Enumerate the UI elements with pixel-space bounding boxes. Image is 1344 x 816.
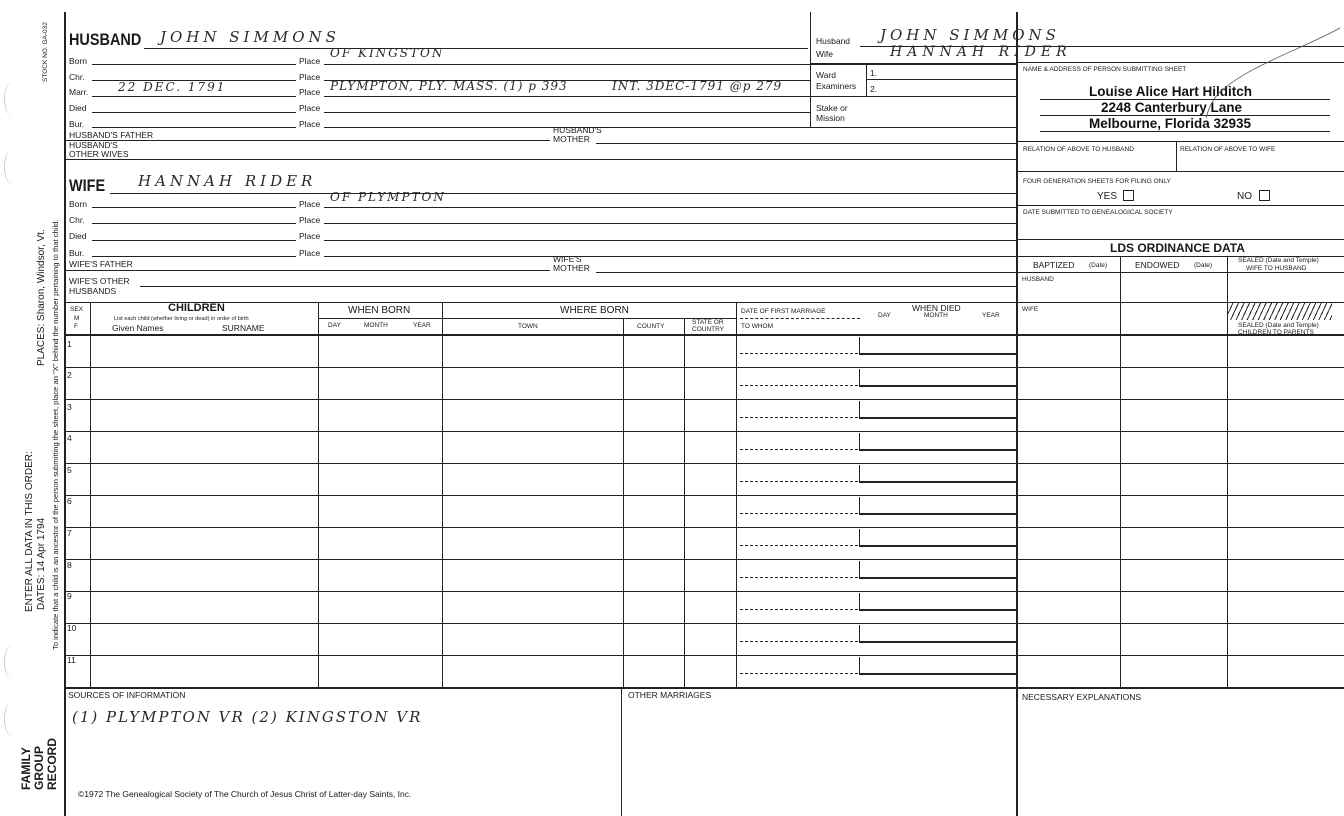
wife-chr-label: Chr.: [69, 215, 85, 225]
children-title: CHILDREN: [168, 302, 225, 314]
lds-header-rule: [1018, 272, 1344, 273]
pen-stroke-mark: [1180, 20, 1344, 120]
examiner-1-line: [866, 79, 1016, 80]
row-separator: [66, 655, 1344, 656]
col-rule-county: [684, 318, 685, 688]
row-separator: [66, 463, 1344, 464]
header-wife-name: HANNAH RIDER: [890, 44, 1072, 60]
husband-died-label: Died: [69, 103, 87, 113]
lds-col-rule-1: [1120, 256, 1121, 689]
died-day-label: DAY: [878, 312, 891, 319]
no-label: NO: [1237, 191, 1252, 202]
row-number: 6: [67, 496, 72, 506]
row-separator: [66, 431, 1344, 432]
relation-husband-label: RELATION OF ABOVE TO HUSBAND: [1023, 146, 1134, 153]
row-number: 7: [67, 528, 72, 538]
wife-born-place-label: Place: [299, 199, 321, 209]
marriage-dash-line: [740, 609, 858, 610]
wife-chr-place-label: Place: [299, 215, 321, 225]
wife-died-place-label: Place: [299, 231, 321, 241]
submitter-label: NAME & ADDRESS OF PERSON SUBMITTING SHEET: [1023, 66, 1187, 73]
left-margin-rule: [64, 12, 66, 816]
form-title-group: GROUP: [32, 745, 46, 790]
stock-number: STOCK NO. GA-032: [42, 22, 49, 82]
husband-born-line: [92, 64, 296, 65]
wife-name-handwritten: HANNAH RIDER: [138, 172, 317, 190]
lds-title: LDS ORDINANCE DATA: [1110, 241, 1245, 255]
submitter-street: 2248 Canterbury Lane: [1101, 100, 1243, 115]
wife-died-label: Died: [69, 231, 87, 241]
husbands-other-wives-label-1: HUSBAND'S: [69, 140, 118, 150]
wife-born-place: OF PLYMPTON: [330, 190, 446, 204]
row-number: 5: [67, 465, 72, 475]
baptized-date-label: (Date): [1089, 262, 1108, 269]
marriage-dash-line: [740, 513, 858, 514]
row-number: 3: [67, 402, 72, 412]
four-gen-label: FOUR GENERATION SHEETS FOR FILING ONLY: [1023, 178, 1171, 185]
yes-checkbox[interactable]: [1123, 190, 1134, 201]
marriage-dash-line: [740, 673, 858, 674]
husbands-mother-label-2: MOTHER: [553, 134, 590, 144]
row-separator: [66, 495, 1344, 496]
wife-born-line: [92, 207, 296, 208]
husband-bur-line: [92, 127, 296, 128]
state-label-2: COUNTRY: [692, 326, 725, 333]
husband-name-line: [144, 48, 808, 49]
examiner-2-line: [810, 96, 1016, 97]
other-marriages-label: OTHER MARRIAGES: [628, 690, 712, 700]
relation-wife-label: RELATION OF ABOVE TO WIFE: [1180, 146, 1276, 153]
died-line: [859, 641, 1016, 643]
first-marriage-dash: [740, 318, 860, 319]
sealed-wife-label-1: SEALED (Date and Temple): [1238, 257, 1319, 264]
four-gen-top-rule: [1018, 171, 1344, 172]
husband-born-label: Born: [69, 56, 87, 66]
dates-note: DATES: 14 Apr 1794: [36, 517, 47, 610]
marriage-dash-line: [740, 545, 858, 546]
examiner-2: 2.: [870, 84, 878, 94]
submitter-name: Louise Alice Hart Hilditch: [1089, 84, 1253, 99]
punch-hole: [4, 150, 20, 184]
header-box-rule: [810, 12, 811, 128]
died-line: [859, 481, 1016, 483]
born-month-label: MONTH: [364, 322, 388, 329]
wifes-other-husbands-label-1: WIFE'S OTHER: [69, 276, 130, 286]
marriage-dash-line: [740, 481, 858, 482]
husband-marr-place-label: Place: [299, 87, 321, 97]
husband-chr-label: Chr.: [69, 72, 85, 82]
husband-marr-line: [92, 96, 296, 97]
header-husband-name: JOHN SIMMONS: [880, 26, 1060, 44]
marriage-dash-line: [740, 641, 858, 642]
form-title-family: FAMILY: [19, 747, 33, 790]
husbands-other-wives-line: [66, 159, 1016, 160]
surname-label: SURNAME: [222, 323, 265, 333]
row-number: 8: [67, 560, 72, 570]
wifes-mother-line: [596, 272, 1016, 273]
yes-label: YES: [1097, 191, 1118, 202]
footer-divider: [621, 688, 622, 816]
header-wife-label: Wife: [816, 49, 833, 59]
wifes-other-husbands-line: [140, 286, 1016, 287]
died-line: [859, 449, 1016, 451]
husband-bur-place-label: Place: [299, 119, 321, 129]
marriage-dash-line: [740, 417, 858, 418]
no-checkbox[interactable]: [1259, 190, 1270, 201]
born-day-label: DAY: [328, 322, 341, 329]
wife-bur-label: Bur.: [69, 248, 85, 258]
stake-label-2: Mission: [816, 113, 845, 123]
sealed-children-label-1: SEALED (Date and Temple): [1238, 322, 1319, 329]
row-number: 10: [67, 623, 77, 633]
sex-f-label: F: [74, 323, 78, 330]
died-year-label: YEAR: [982, 312, 1000, 319]
husbands-father-line: [66, 140, 550, 141]
enter-all-note: ENTER ALL DATA IN THIS ORDER:: [24, 451, 35, 612]
to-whom-label: TO WHOM: [741, 323, 774, 330]
husband-died-place-line: [324, 112, 810, 113]
date-submitted-top-rule: [1018, 205, 1344, 206]
row-separator: [66, 623, 1344, 624]
lds-husband-label: HUSBAND: [1022, 276, 1054, 283]
relation-top-rule: [1018, 141, 1344, 142]
marriage-dash-line: [740, 449, 858, 450]
husbands-other-wives-label-2: OTHER WIVES: [69, 149, 129, 159]
where-born-label: WHERE BORN: [560, 305, 629, 316]
endowed-date-label: (Date): [1194, 262, 1213, 269]
state-label-1: STATE OR: [692, 319, 724, 326]
row-separator: [66, 591, 1344, 592]
husband-bur-label: Bur.: [69, 119, 85, 129]
husband-marr-date: 22 DEC. 1791: [118, 80, 227, 94]
places-note: PLACES: Sharon, Windsor, Vt.: [36, 229, 47, 366]
copyright-notice: ©1972 The Genealogical Society of The Church of Jesus Christ of Latter-day Saints, Inc.: [78, 789, 412, 799]
when-born-rule: [318, 318, 442, 319]
row-separator: [66, 367, 1344, 368]
row-separator: [66, 559, 1344, 560]
sex-m-label: M: [74, 315, 80, 322]
husbands-father-label: HUSBAND'S FATHER: [69, 130, 154, 140]
lds-wife-label: WIFE: [1022, 306, 1039, 313]
wifes-other-husbands-label-2: HUSBANDS: [69, 286, 117, 296]
endowed-label: ENDOWED: [1135, 260, 1180, 270]
when-died-label: WHEN DIED: [912, 303, 961, 313]
wife-chr-place-line: [324, 223, 1016, 224]
died-line: [859, 513, 1016, 515]
first-marriage-label: DATE OF FIRST MARRIAGE: [741, 308, 826, 315]
husband-died-line: [92, 112, 296, 113]
necessary-explanations-label: NECESSARY EXPLANATIONS: [1022, 692, 1142, 702]
ancestor-instruction: To indicate that a child is an ancestor of the person submitting the sheet, place an "X" behind the number pertaining to that child.: [51, 219, 60, 650]
wife-bur-place-line: [324, 256, 1016, 257]
died-line: [859, 353, 1016, 355]
husband-bur-place-line: [324, 127, 1016, 128]
husband-marr-place-line: [324, 96, 810, 97]
died-line: [859, 609, 1016, 611]
wifes-father-label: WIFE'S FATHER: [69, 259, 133, 269]
ward-label: Ward: [816, 70, 836, 80]
wifes-father-line: [66, 270, 550, 271]
row-number: 9: [67, 591, 72, 601]
wife-heading: WIFE: [69, 176, 106, 195]
husband-marr-intention: INT. 3DEC-1791 @p 279: [612, 79, 783, 93]
punch-hole: [4, 82, 20, 116]
town-label: TOWN: [518, 323, 538, 330]
husband-marr-label: Marr.: [69, 87, 89, 97]
punch-hole: [4, 645, 20, 679]
footer-top-rule: [66, 687, 1344, 689]
wifes-mother-label-2: MOTHER: [553, 263, 590, 273]
marriage-dash-line: [740, 385, 858, 386]
marriage-dash-line: [740, 577, 858, 578]
row-separator: [66, 399, 1344, 400]
marriage-dash-line: [740, 353, 858, 354]
died-line: [859, 673, 1016, 675]
sealed-wife-label-2: WIFE TO HUSBAND: [1246, 265, 1307, 272]
row-number: 1: [67, 339, 72, 349]
when-born-label: WHEN BORN: [348, 305, 411, 316]
died-line: [859, 577, 1016, 579]
wife-born-label: Born: [69, 199, 87, 209]
husband-name-handwritten: JOHN SIMMONS: [160, 28, 340, 46]
examiners-label: Examiners: [816, 81, 857, 91]
row-number: 2: [67, 370, 72, 380]
submitter-city: Melbourne, Florida 32935: [1089, 116, 1252, 131]
husbands-mother-line: [596, 143, 1016, 144]
children-header-bottom-rule: [66, 334, 1344, 336]
sex-label: SEX: [70, 306, 84, 313]
sealed-hatched-area: [1228, 303, 1332, 320]
right-section-rule: [1016, 12, 1018, 816]
baptized-label: BAPTIZED: [1033, 260, 1075, 270]
wife-born-place-line: [324, 207, 1016, 208]
row-number: 4: [67, 433, 72, 443]
sources-handwritten: (1) PLYMPTON VR (2) KINGSTON VR: [72, 708, 423, 726]
died-line: [859, 417, 1016, 419]
form-title-record: RECORD: [45, 737, 59, 790]
sources-label: SOURCES OF INFORMATION: [68, 690, 186, 700]
born-year-label: YEAR: [413, 322, 431, 329]
died-line: [859, 385, 1016, 387]
row-number: 11: [67, 655, 76, 665]
header-wife-line: [810, 63, 1016, 64]
wife-name-line: [110, 193, 1016, 194]
date-submitted-label: DATE SUBMITTED TO GENEALOGICAL SOCIETY: [1023, 209, 1173, 216]
husband-died-place-label: Place: [299, 103, 321, 113]
submitter-line-3: [1040, 131, 1330, 132]
lds-col-rule-2: [1227, 256, 1228, 689]
husband-marr-place: PLYMPTON, PLY. MASS. (1) p 393: [330, 79, 568, 93]
given-names-label: Given Names: [112, 323, 164, 333]
husband-born-place: OF KINGSTON: [330, 46, 445, 60]
stake-label-1: Stake or: [816, 103, 848, 113]
wife-chr-line: [92, 223, 296, 224]
husband-born-place-line: [324, 64, 1016, 65]
husband-chr-place-label: Place: [299, 72, 321, 82]
lds-top-rule: [1018, 239, 1344, 240]
wife-died-place-line: [324, 240, 1016, 241]
died-month-label: MONTH: [924, 312, 948, 319]
row-separator: [66, 527, 1344, 528]
husbands-mother-label-1: HUSBAND'S: [553, 125, 602, 135]
children-instruction: List each child (whether living or dead) in order of birth: [114, 316, 249, 322]
wife-bur-place-label: Place: [299, 248, 321, 258]
header-husband-label: Husband: [816, 36, 851, 46]
examiner-1: 1.: [870, 68, 878, 78]
wife-died-line: [92, 240, 296, 241]
punch-hole: [4, 702, 20, 736]
died-line: [859, 545, 1016, 547]
col-rule-town: [623, 318, 624, 688]
wife-bur-line: [92, 256, 296, 257]
wifes-mother-label-1: WIFE'S: [553, 254, 582, 264]
relation-divider: [1176, 141, 1177, 171]
husband-born-place-label: Place: [299, 56, 321, 66]
county-label: COUNTY: [637, 323, 665, 330]
sealed-children-label-2: CHILDREN TO PARENTS: [1238, 329, 1314, 336]
husband-heading: HUSBAND: [69, 30, 142, 49]
